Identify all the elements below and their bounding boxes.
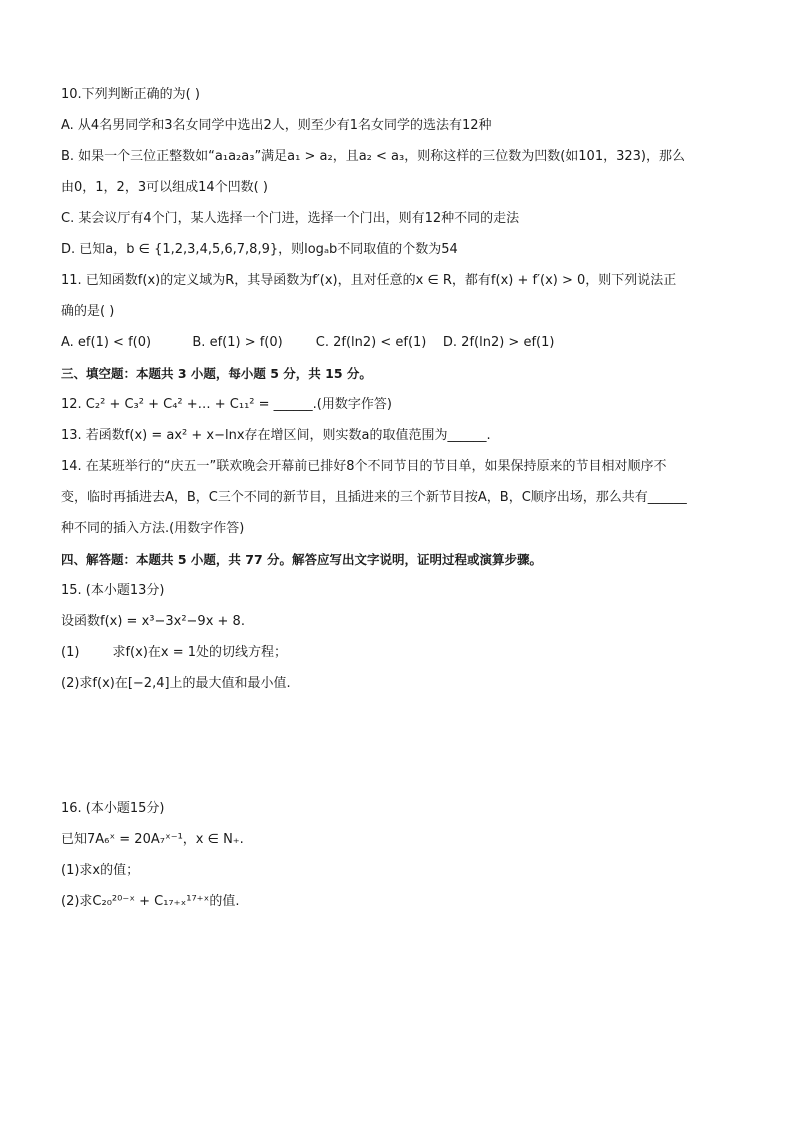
q10-option-a: A. 从4名男同学和3名女同学中选出2人，则至少有1名女同学的选法有12种 [61, 118, 492, 133]
q16-given: 已知7A₆ˣ = 20A₇ˣ⁻¹，x ∈ N₊. [61, 832, 244, 847]
q10-option-c: C. 某会议厅有4个门，某人选择一个门进，选择一个门出，则有12种不同的走法 [61, 211, 520, 226]
q10-option-b-line1: B. 如果一个三位正整数如“a₁a₂a₃”满足a₁ > a₂，且a₂ < a₃，则称这样的三位数为凹数(如101，323)，那么 [61, 149, 685, 164]
q10-stem: 10.下列判断正确的为( ) [61, 87, 200, 102]
q15-part2: (2)求f(x)在[−2,4]上的最大值和最小值. [61, 676, 291, 691]
q11-stem-line2: 确的是( ) [61, 304, 115, 319]
q12: 12. C₂² + C₃² + C₄² +… + C₁₁² = ______.(用数字作答) [61, 397, 392, 412]
q11-stem-line1: 11. 已知函数f(x)的定义域为R，其导函数为f′(x)，且对任意的x ∈ R，都有f(x) + f′(x) > 0，则下列说法正 [61, 273, 677, 288]
q14-line2: 变，临时再插进去A，B，C三个不同的新节目，且插进来的三个新节目按A，B，C顺序出场，那么共有______ [61, 490, 687, 505]
section-answer-header: 四、解答题：本题共 5 小题，共 77 分。解答应写出文字说明，证明过程或演算步骤。 [61, 552, 543, 567]
q11-options: A. ef(1) < f(0) B. ef(1) > f(0) C. 2f(ln2) < ef(1) D. 2f(ln2) > ef(1) [61, 335, 555, 350]
q15-head: 15. (本小题13分) [61, 583, 165, 598]
q16-part2: (2)求C₂₀²⁰⁻ˣ + C₁₇₊ₓ¹⁷⁺ˣ的值. [61, 894, 240, 909]
q14-line1: 14. 在某班举行的“庆五一”联欢晚会开幕前已排好8个不同节目的节目单，如果保持原来的节目相对顺序不 [61, 459, 667, 474]
q10-option-b-line2: 由0，1，2，3可以组成14个凹数( ) [61, 180, 268, 195]
q16-head: 16. (本小题15分) [61, 801, 165, 816]
q13: 13. 若函数f(x) = ax² + x−lnx存在增区间，则实数a的取值范围为______. [61, 428, 491, 443]
q15-part1: (1) 求f(x)在x = 1处的切线方程； [61, 645, 288, 660]
q15-given: 设函数f(x) = x³−3x²−9x + 8. [61, 614, 245, 629]
q14-line3: 种不同的插入方法.(用数字作答) [61, 521, 245, 536]
q16-part1: (1)求x的值； [61, 863, 140, 878]
section-fill-blank-header: 三、填空题：本题共 3 小题，每小题 5 分，共 15 分。 [61, 366, 372, 381]
q10-option-d: D. 已知a，b ∈ {1,2,3,4,5,6,7,8,9}，则logₐb不同取值的个数为54 [61, 242, 458, 257]
